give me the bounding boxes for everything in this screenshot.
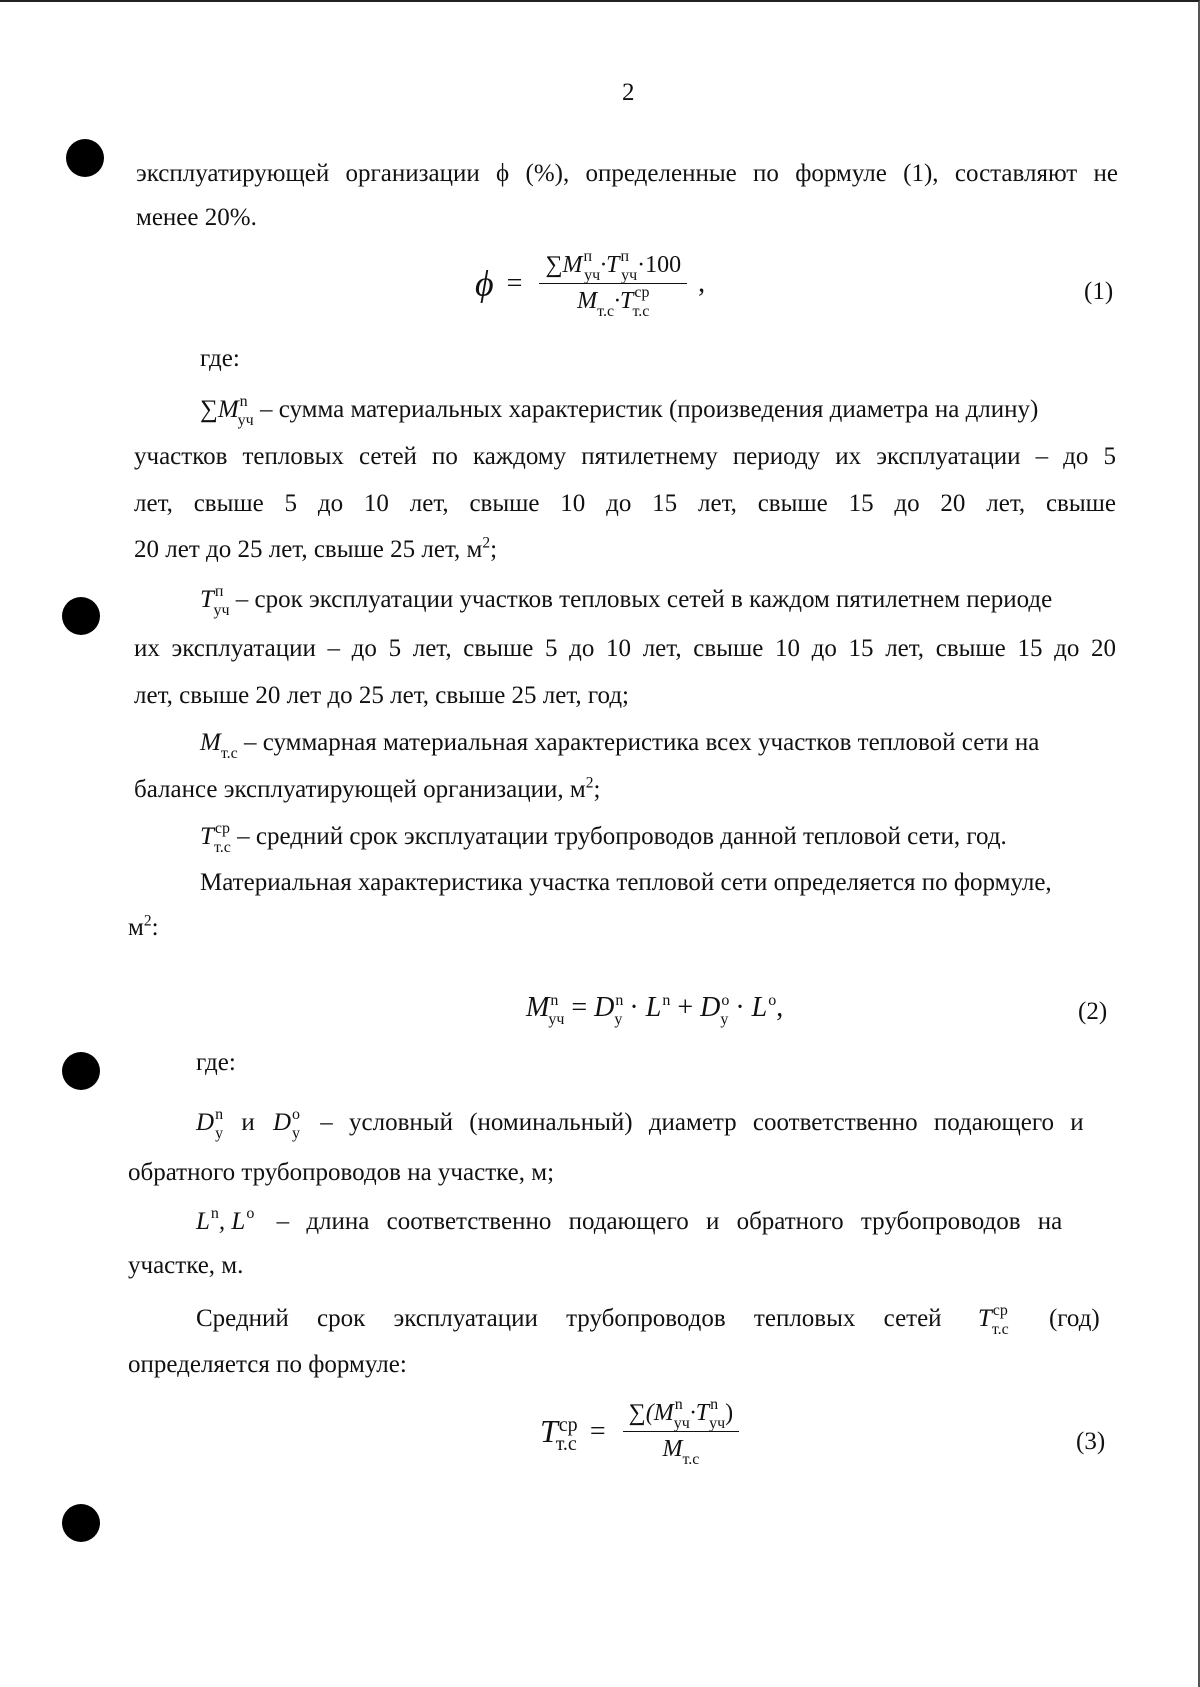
formula-1-den-sub: т.с	[597, 303, 615, 320]
def-sum-m-text: – сумма материальных характеристик (произведения диаметра на длину)	[253, 396, 1039, 423]
def-sum-m-line-4-text: 20 лет до 25 лет, свыше 25 лет, м	[134, 536, 483, 563]
formula-3-num-t: ·T	[689, 1400, 710, 1426]
def-d-line-2: обратного трубопроводов на участке, м;	[128, 1159, 555, 1186]
para-material-line-2-tail: :	[151, 914, 159, 941]
formula-3-denominator	[656, 1432, 705, 1468]
def-sum-m-line-4-tail: ;	[490, 536, 498, 563]
para-avg-symbol-sup: ср	[992, 1302, 1008, 1319]
formula-1-trail: ,	[698, 267, 706, 299]
formula-3-lhs	[540, 1413, 578, 1455]
para-avg-line-2: определяется по формуле:	[128, 1351, 407, 1378]
def-t-symbol-sup: п	[214, 583, 224, 600]
intro-line-2: менее 20%.	[136, 204, 257, 231]
def-t-text: – срок эксплуатации участков тепловых сетей в каждом пятилетнем периоде	[229, 586, 1053, 613]
def-tts-symbol-sub: т.с	[214, 839, 231, 856]
para-avg-symbol-sub: т.с	[991, 1321, 1009, 1338]
para-material-line-2	[128, 913, 159, 943]
def-mts-symbol-base: M	[200, 729, 221, 756]
formula-2-number: (2)	[1078, 998, 1108, 1025]
def-sum-m-symbol-sub: уч	[237, 412, 254, 429]
formula-1-den-sup2: ср	[634, 284, 650, 301]
formula-1-lhs: ϕ	[475, 263, 494, 304]
formula-1-num-sub: уч	[584, 267, 601, 284]
formula-1-den-sub2: т.с	[632, 303, 650, 320]
formula-2-d1	[594, 992, 624, 1028]
def-l-sym-2-base: L	[231, 1208, 246, 1235]
para-avg-symbol-base: T	[977, 1305, 992, 1332]
def-d-sym-1-sup: n	[215, 1106, 224, 1123]
formula-2-d1-base: D	[594, 992, 615, 1023]
formula-1-den-t: ·T	[614, 288, 634, 314]
def-sum-m-line-2: участков тепловых сетей по каждому пятилетнему периоду их эксплуатации – до 5	[134, 443, 1116, 470]
formula-2-lhs-base: M	[526, 992, 550, 1023]
def-d-line-1	[196, 1108, 1108, 1141]
formula-1-num-sub2: уч	[621, 267, 638, 284]
formula-2-l2	[752, 992, 777, 1023]
punch-hole-4	[62, 1504, 100, 1542]
def-l-sym-1-base: L	[196, 1208, 210, 1235]
para-material-line-2-text: м	[128, 914, 144, 941]
formula-2-dot-2: ·	[735, 992, 745, 1023]
formula-2	[526, 992, 784, 1028]
formula-1-denominator	[571, 284, 655, 320]
def-l-text: – длина соответственно подающего и обратного трубопроводов на	[276, 1208, 1063, 1235]
def-mts-line-1	[200, 728, 1039, 761]
para-material-line-2-sup: 2	[143, 912, 152, 930]
formula-3-number: (3)	[1076, 1428, 1106, 1455]
def-d-sym-2-base: D	[272, 1109, 292, 1136]
formula-1-num-t: ·T	[600, 252, 620, 278]
where-label-2: где:	[196, 1049, 236, 1076]
def-mts-line-2-text: балансе эксплуатирующей организации, м	[134, 776, 586, 803]
def-l-sym-1	[196, 1205, 219, 1235]
def-d-and: и	[241, 1109, 255, 1136]
def-l-comma: ,	[218, 1208, 232, 1235]
def-sum-m-symbol-sup: n	[239, 393, 248, 410]
def-t-symbol-sub: уч	[213, 602, 230, 619]
formula-2-d2-base: D	[700, 992, 721, 1023]
formula-2-lhs-sub: уч	[548, 1011, 565, 1028]
formula-2-d2	[700, 992, 730, 1028]
formula-3	[540, 1396, 743, 1468]
formula-2-d1-sup: n	[615, 992, 624, 1009]
def-d-text: – условный (номинальный) диаметр соответственно подающего и	[320, 1109, 1084, 1136]
formula-1-equals: =	[506, 267, 523, 299]
def-l-line-2: участке, м.	[128, 1252, 244, 1279]
def-t-line-3: лет, свыше 20 лет до 25 лет, свыше 25 лет, год;	[134, 682, 629, 709]
formula-2-l2-base: L	[751, 992, 768, 1023]
def-d-sym-1	[196, 1106, 224, 1142]
para-material-line-1: Материальная характеристика участка тепловой сети определяется по формуле,	[200, 869, 1052, 896]
def-t-symbol	[200, 583, 230, 619]
def-l-line-1	[196, 1207, 1062, 1240]
formula-2-l1	[646, 992, 671, 1023]
def-mts-text: – суммарная материальная характеристика всех участков тепловой сети на	[237, 729, 1040, 756]
def-l-sym-2-sup: o	[246, 1205, 255, 1222]
def-t-line-2: их эксплуатации – до 5 лет, свыше 5 до 10 лет, свыше 10 до 15 лет, свыше 15 до 20	[134, 635, 1116, 662]
formula-1-numerator	[539, 248, 687, 284]
formula-1-num-sum-m: ∑M	[545, 252, 583, 278]
formula-3-num-sub: уч	[673, 1415, 690, 1432]
def-d-sym-2-sup: o	[292, 1106, 301, 1123]
formula-3-num-sum-m: ∑(M	[628, 1400, 674, 1426]
formula-3-num-sup: n	[674, 1396, 683, 1413]
punch-hole-3	[62, 1052, 100, 1090]
formula-2-l1-sup: n	[662, 992, 671, 1009]
formula-1-number: (1)	[1084, 278, 1114, 305]
def-sum-m-line-3: лет, свыше 5 до 10 лет, свыше 10 до 15 лет, свыше 15 до 20 лет, свыше	[134, 490, 1116, 517]
formula-3-equals: =	[589, 1415, 606, 1447]
formula-2-l1-base: L	[645, 992, 662, 1023]
formula-1	[475, 248, 706, 320]
formula-2-plus: +	[677, 992, 694, 1023]
def-mts-symbol	[200, 729, 238, 762]
formula-1-num-tail: ·100	[637, 252, 682, 278]
formula-2-dot-1: ·	[629, 992, 639, 1023]
formula-3-fraction	[623, 1396, 740, 1468]
formula-2-d2-sub: y	[720, 1011, 729, 1028]
intro-line-1: эксплуатирующей организации ϕ (%), определенные по формуле (1), составляют не	[136, 160, 1118, 187]
def-tts-symbol	[200, 820, 231, 856]
def-d-sym-2-sub: y	[292, 1125, 301, 1142]
formula-2-d2-sup: o	[721, 992, 730, 1009]
def-t-line-1	[200, 585, 1052, 618]
def-mts-symbol-sub: т.с	[220, 745, 238, 762]
def-l-sym-2	[231, 1205, 255, 1235]
formula-3-num-sup2: n	[710, 1396, 719, 1413]
def-sum-m-symbol-base: ∑M	[200, 396, 239, 423]
formula-3-num-tail: )	[725, 1400, 734, 1426]
formula-3-den-m: M	[662, 1436, 683, 1462]
def-mts-line-2	[134, 775, 600, 805]
def-d-sym-1-sub: y	[215, 1125, 224, 1142]
page-number: 2	[622, 79, 635, 106]
formula-1-fraction	[539, 248, 687, 320]
def-d-sym-1-base: D	[196, 1109, 215, 1136]
formula-2-l2-sup: o	[768, 992, 777, 1009]
para-avg-symbol	[977, 1302, 1009, 1338]
def-l-sym-1-sup: n	[210, 1205, 219, 1222]
def-mts-line-2-sup: 2	[585, 774, 594, 792]
para-avg-tail: (год)	[1048, 1305, 1100, 1332]
def-d-sym-2	[272, 1106, 301, 1142]
formula-2-lhs-sup: n	[550, 992, 559, 1009]
def-sum-m-line-4	[134, 535, 497, 565]
formula-3-den-sub: т.с	[682, 1451, 700, 1468]
formula-3-numerator	[623, 1396, 740, 1432]
formula-1-den-m: M	[577, 288, 598, 314]
def-mts-line-2-tail: ;	[593, 776, 601, 803]
para-avg-text: Средний срок эксплуатации трубопроводов тепловых сетей	[196, 1305, 942, 1332]
formula-3-lhs-sub: т.с	[555, 1433, 577, 1455]
def-tts-symbol-base: T	[200, 823, 214, 850]
formula-2-d1-sub: y	[614, 1011, 623, 1028]
formula-3-lhs-sup: ср	[558, 1414, 578, 1436]
formula-3-num-sub2: уч	[709, 1415, 726, 1432]
formula-3-lhs-base: T	[540, 1413, 558, 1449]
formula-2-trail: ,	[776, 992, 784, 1023]
para-avg-line-1	[196, 1304, 1100, 1337]
punch-hole-1	[66, 139, 104, 177]
def-sum-m-symbol	[200, 393, 254, 429]
formula-1-num-sup2: п	[620, 248, 630, 265]
def-tts-line-1	[200, 822, 1007, 855]
def-sum-m-line-4-sup: 2	[482, 534, 491, 552]
punch-hole-2	[62, 597, 100, 635]
def-sum-m-line-1	[200, 395, 1038, 428]
def-t-symbol-base: T	[200, 586, 214, 613]
where-label-1: где:	[200, 345, 240, 372]
formula-2-eq: =	[571, 992, 588, 1023]
formula-2-lhs	[526, 992, 565, 1028]
def-tts-symbol-sup: ср	[214, 820, 231, 837]
formula-1-num-sup: п	[583, 248, 593, 265]
def-tts-text: – средний срок эксплуатации трубопроводов данной тепловой сети, год.	[230, 823, 1007, 850]
